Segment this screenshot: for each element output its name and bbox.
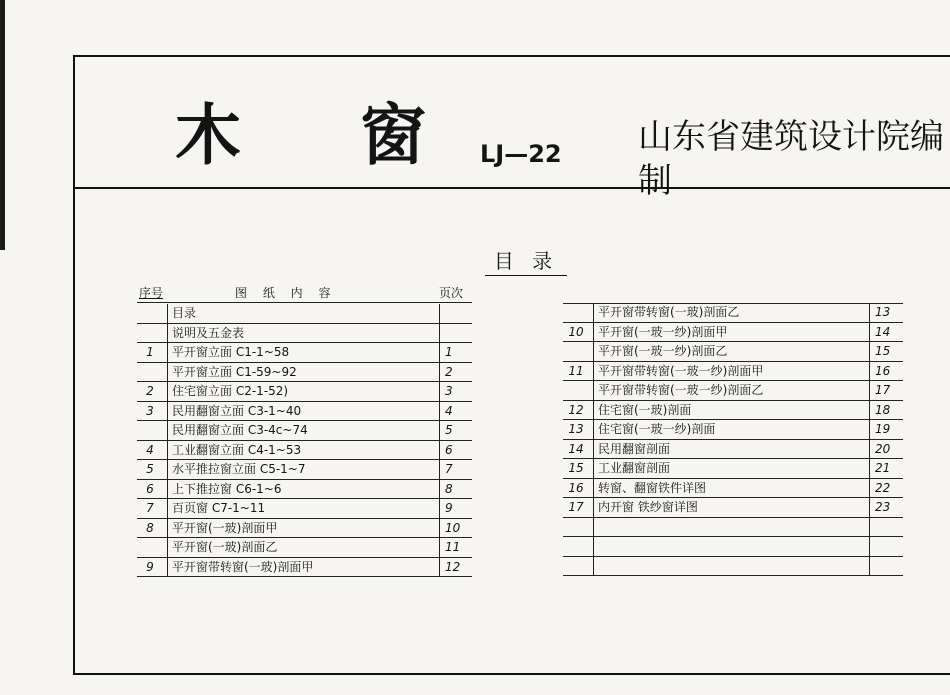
toc-row xyxy=(563,362,903,382)
toc-row-page: 20 xyxy=(869,440,905,459)
toc-row-number: 1 xyxy=(146,345,154,359)
toc-row-title: 工业翻窗剖面 xyxy=(593,459,868,478)
toc-row-number: 6 xyxy=(146,481,154,496)
toc-row-number xyxy=(563,537,589,556)
toc-row-page: 22 xyxy=(869,479,905,498)
toc-row-title: 内开窗 铁纱窗详图 xyxy=(593,498,868,517)
main-title-char-2: 窗 xyxy=(360,96,426,174)
toc-row-number: 9 xyxy=(146,559,154,574)
toc-row-page: 8 xyxy=(439,480,473,499)
toc-row xyxy=(563,303,903,323)
toc-row xyxy=(137,343,472,363)
toc-row-number: 14 xyxy=(568,441,584,456)
toc-row-number xyxy=(563,518,589,537)
toc-row-title: 上下推拉窗 C6-1~6 xyxy=(167,480,440,499)
toc-row-page: 14 xyxy=(869,323,905,342)
toc-row-page: 18 xyxy=(869,401,905,420)
toc-row-number xyxy=(137,538,163,557)
toc-row-number xyxy=(137,304,163,323)
toc-row xyxy=(137,402,472,422)
toc-row-page xyxy=(439,304,473,323)
toc-row xyxy=(563,401,903,421)
toc-row-title xyxy=(593,537,868,556)
toc-row-title xyxy=(593,518,868,537)
main-title-char-1: 木 xyxy=(175,96,241,174)
toc-row-number: 7 xyxy=(146,501,154,515)
toc-row-number: 2 xyxy=(146,384,154,398)
toc-table-left xyxy=(137,304,472,577)
toc-row-page: 10 xyxy=(439,519,473,538)
toc-row-number xyxy=(563,381,589,400)
toc-row xyxy=(563,498,903,518)
toc-row-number xyxy=(563,342,589,361)
column-header-number: 序号 xyxy=(139,286,164,300)
toc-row-page: 5 xyxy=(439,421,473,440)
toc-row-page xyxy=(869,518,905,537)
toc-row xyxy=(137,421,472,441)
toc-row-title: 平开窗(一玻一纱)剖面甲 xyxy=(593,323,868,342)
toc-row xyxy=(563,440,903,460)
toc-row-number xyxy=(137,363,163,382)
column-header-page: 页次 xyxy=(439,286,464,300)
toc-row-page: 2 xyxy=(439,363,473,382)
toc-row-title: 目录 xyxy=(167,304,440,323)
toc-row-number: 13 xyxy=(568,422,584,436)
publisher-name: 山东省建筑设计院编制 xyxy=(638,117,944,201)
toc-row-title: 水平推拉窗立面 C5-1~7 xyxy=(167,460,440,479)
toc-row-page: 12 xyxy=(439,558,473,577)
atlas-code: LJ—22 xyxy=(480,140,562,168)
toc-row xyxy=(137,441,472,461)
toc-row xyxy=(137,460,472,480)
drawing-frame xyxy=(73,55,950,675)
toc-row-title: 平开窗(一玻)剖面乙 xyxy=(167,538,440,557)
toc-row-number: 4 xyxy=(146,442,154,457)
toc-row-page: 3 xyxy=(439,382,473,401)
toc-row-title: 工业翻窗立面 C4-1~53 xyxy=(167,441,440,460)
toc-row-page: 9 xyxy=(439,499,473,518)
toc-row-title: 住宅窗立面 C2-1-52) xyxy=(167,382,440,401)
toc-row-number: 5 xyxy=(146,462,154,476)
toc-row-page: 21 xyxy=(869,459,905,478)
toc-row-number: 3 xyxy=(146,403,154,418)
toc-row xyxy=(563,518,903,538)
toc-row-title: 转窗、翻窗铁件详图 xyxy=(593,479,868,498)
toc-row xyxy=(137,304,472,324)
toc-row-number xyxy=(137,421,163,440)
toc-row xyxy=(137,558,472,578)
toc-row-title: 民用翻窗立面 C3-4c~74 xyxy=(167,421,440,440)
toc-row-title: 平开窗带转窗(一玻)剖面乙 xyxy=(593,303,868,322)
toc-row-number: 11 xyxy=(568,363,584,378)
toc-row-page: 16 xyxy=(869,362,905,381)
toc-row xyxy=(137,519,472,539)
toc-row-number xyxy=(563,557,589,576)
toc-row-number xyxy=(563,303,589,322)
toc-row-page xyxy=(869,537,905,556)
toc-row-page xyxy=(869,557,905,576)
toc-row-page xyxy=(439,324,473,343)
toc-row-page: 4 xyxy=(439,402,473,421)
toc-row-title: 民用翻窗立面 C3-1~40 xyxy=(167,402,440,421)
toc-row-page: 11 xyxy=(439,538,473,557)
toc-row-title: 住宅窗(一玻一纱)剖面 xyxy=(593,420,868,439)
toc-row-title: 平开窗(一玻一纱)剖面乙 xyxy=(593,342,868,361)
toc-row-number: 16 xyxy=(568,480,584,495)
toc-row-title: 平开窗立面 C1-1~58 xyxy=(167,343,440,362)
toc-row xyxy=(563,537,903,557)
column-header-content: 图 纸 内 容 xyxy=(235,286,337,300)
toc-row-page: 13 xyxy=(869,303,905,322)
toc-row xyxy=(563,323,903,343)
title-band xyxy=(75,57,950,201)
toc-row-title: 平开窗带转窗(一玻一纱)剖面乙 xyxy=(593,381,868,400)
toc-row-title: 民用翻窗剖面 xyxy=(593,440,868,459)
toc-row-page: 7 xyxy=(439,460,473,479)
toc-row xyxy=(563,459,903,479)
toc-row xyxy=(137,480,472,500)
toc-row xyxy=(563,342,903,362)
toc-row-number: 15 xyxy=(568,461,584,475)
toc-row-title: 平开窗带转窗(一玻一纱)剖面甲 xyxy=(593,362,868,381)
toc-row xyxy=(563,557,903,577)
toc-row-title: 平开窗立面 C1-59~92 xyxy=(167,363,440,382)
toc-row-title: 住宅窗(一玻)剖面 xyxy=(593,401,868,420)
toc-row-number: 10 xyxy=(568,324,584,339)
toc-row-page: 15 xyxy=(869,342,905,361)
toc-row-title: 百页窗 C7-1~11 xyxy=(167,499,440,518)
toc-row-page: 19 xyxy=(869,420,905,439)
toc-row-number xyxy=(137,324,163,343)
scan-edge-mark xyxy=(0,0,5,250)
toc-row xyxy=(137,382,472,402)
toc-row-number: 8 xyxy=(146,520,154,535)
toc-row-page: 23 xyxy=(869,498,905,517)
toc-row-number: 12 xyxy=(568,402,584,417)
toc-row-title xyxy=(593,557,868,576)
toc-row-number: 17 xyxy=(568,500,584,514)
toc-row-page: 17 xyxy=(869,381,905,400)
toc-row xyxy=(563,420,903,440)
toc-row-title: 平开窗带转窗(一玻)剖面甲 xyxy=(167,558,440,577)
toc-row xyxy=(137,324,472,344)
toc-table-right xyxy=(563,303,903,576)
toc-row-page: 1 xyxy=(439,343,473,362)
toc-row xyxy=(137,363,472,383)
toc-row-title: 平开窗(一玻)剖面甲 xyxy=(167,519,440,538)
toc-row xyxy=(563,381,903,401)
toc-row xyxy=(137,499,472,519)
toc-row xyxy=(137,538,472,558)
toc-row xyxy=(563,479,903,499)
header-rule xyxy=(137,302,472,303)
toc-row-page: 6 xyxy=(439,441,473,460)
toc-heading: 目 录 xyxy=(485,247,567,276)
toc-row-title: 说明及五金表 xyxy=(167,324,440,343)
